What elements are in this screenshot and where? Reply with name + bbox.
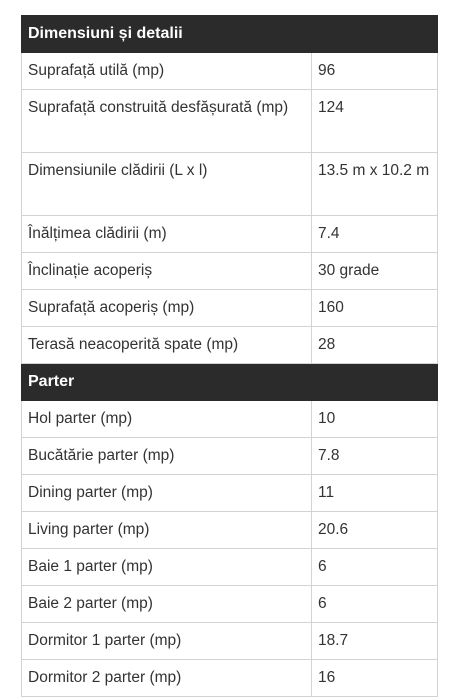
house-specs-table	[21, 15, 438, 697]
row-value: 124	[312, 90, 438, 153]
row-label: Înălțimea clădirii (m)	[22, 216, 312, 253]
table-row	[22, 90, 438, 153]
row-value: 13.5 m x 10.2 m	[312, 153, 438, 216]
table-row	[22, 438, 438, 475]
table-row	[22, 660, 438, 697]
row-label: Dormitor 2 parter (mp)	[22, 660, 312, 697]
section-header-dimensions	[22, 16, 438, 53]
row-value: 11	[312, 475, 438, 512]
row-value: 28	[312, 327, 438, 364]
row-value: 160	[312, 290, 438, 327]
table-row	[22, 549, 438, 586]
row-value: 96	[312, 53, 438, 90]
row-label: Dining parter (mp)	[22, 475, 312, 512]
row-value: 6	[312, 549, 438, 586]
row-value: 10	[312, 401, 438, 438]
row-value: 20.6	[312, 512, 438, 549]
row-value: 6	[312, 586, 438, 623]
section-title: Dimensiuni și detalii	[22, 16, 438, 53]
table-row	[22, 290, 438, 327]
row-label: Living parter (mp)	[22, 512, 312, 549]
row-label: Hol parter (mp)	[22, 401, 312, 438]
row-label: Suprafață construită desfășurată (mp)	[22, 90, 312, 153]
table-row	[22, 475, 438, 512]
table-row	[22, 153, 438, 216]
table-row	[22, 401, 438, 438]
table-row	[22, 327, 438, 364]
section-header-ground-floor	[22, 364, 438, 401]
table-row	[22, 623, 438, 660]
row-label: Dormitor 1 parter (mp)	[22, 623, 312, 660]
section-title: Parter	[22, 364, 438, 401]
table-row	[22, 586, 438, 623]
table-row	[22, 216, 438, 253]
table-row	[22, 53, 438, 90]
row-label: Dimensiunile clădirii (L x l)	[22, 153, 312, 216]
row-label: Bucătărie parter (mp)	[22, 438, 312, 475]
row-label: Terasă neacoperită spate (mp)	[22, 327, 312, 364]
row-label: Suprafață utilă (mp)	[22, 53, 312, 90]
row-value: 18.7	[312, 623, 438, 660]
row-label: Baie 1 parter (mp)	[22, 549, 312, 586]
row-value: 7.8	[312, 438, 438, 475]
row-label: Baie 2 parter (mp)	[22, 586, 312, 623]
row-value: 16	[312, 660, 438, 697]
table-row	[22, 512, 438, 549]
row-label: Suprafață acoperiș (mp)	[22, 290, 312, 327]
row-value: 30 grade	[312, 253, 438, 290]
row-value: 7.4	[312, 216, 438, 253]
table-row	[22, 253, 438, 290]
specs-table-container	[21, 15, 437, 697]
row-label: Înclinație acoperiș	[22, 253, 312, 290]
